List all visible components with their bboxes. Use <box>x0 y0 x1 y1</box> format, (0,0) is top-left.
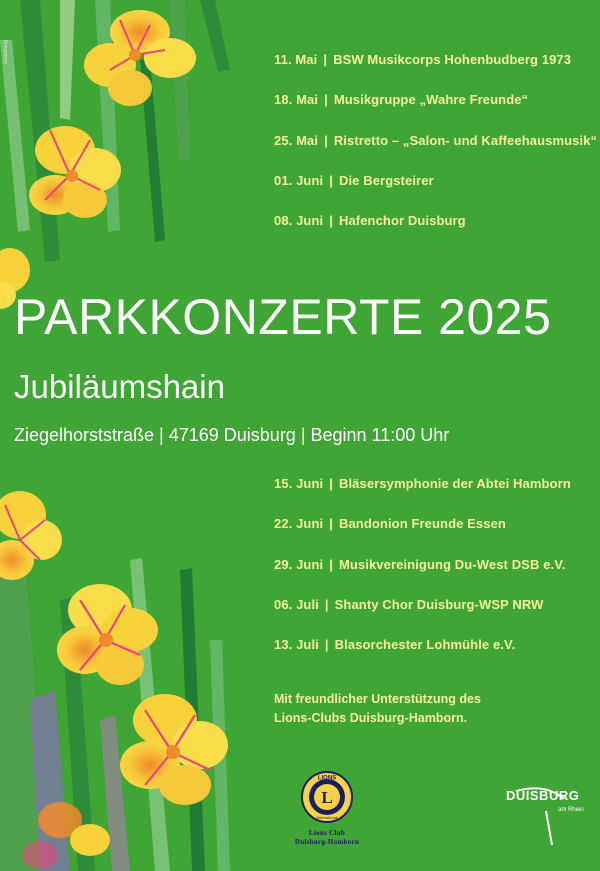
event-date: 13. Juli <box>274 637 319 652</box>
poster-title: PARKKONZERTE 2025 <box>14 289 552 345</box>
event-date: 15. Juni <box>274 476 324 491</box>
lions-line-1: Lions Club <box>308 829 346 837</box>
event-name: BSW Musikcorps Hohenbudberg 1973 <box>333 52 572 67</box>
event-row <box>274 557 565 572</box>
event-row <box>274 173 434 188</box>
flower-bottom-3 <box>120 694 228 805</box>
event-date: 01. Juni <box>274 173 324 188</box>
event-separator: | <box>329 557 333 572</box>
event-name: Musikvereinigung Du-West DSB e.V. <box>338 557 566 572</box>
event-date: 22. Juni <box>274 516 324 531</box>
event-separator: | <box>324 92 328 107</box>
flower-bottom-1 <box>0 491 62 580</box>
lions-emblem-top: LIONS <box>317 775 337 782</box>
event-date: 18. Mai <box>274 92 319 107</box>
lions-emblem-letter: L <box>321 788 333 807</box>
lions-line-2: Duisburg-Hamborn <box>294 838 360 846</box>
event-name: Hafenchor Duisburg <box>338 213 466 228</box>
event-separator: | <box>324 637 329 652</box>
event-name: Shanty Chor Duisburg-WSP NRW <box>334 597 544 612</box>
event-separator: | <box>329 516 333 531</box>
event-row <box>274 92 528 107</box>
venue-address: Ziegelhorststraße | 47169 Duisburg | Beginn 11:00 Uhr <box>14 425 450 445</box>
duisburg-logo <box>506 785 590 852</box>
event-separator: | <box>324 133 328 148</box>
event-name: Bandonion Freunde Essen <box>338 516 506 531</box>
event-separator: | <box>324 597 329 612</box>
lions-emblem-bottom: International <box>315 815 339 820</box>
event-name: Musikgruppe „Wahre Freunde“ <box>333 92 529 107</box>
event-date: 06. Juli <box>274 597 319 612</box>
event-name: Blasorchester Lohmühle e.V. <box>334 637 516 652</box>
event-row <box>274 213 466 228</box>
event-row <box>274 476 571 491</box>
support-line-2: Lions-Clubs Duisburg-Hamborn. <box>274 711 468 725</box>
duisburg-name: DUISBURG <box>506 788 580 803</box>
event-date: 29. Juni <box>274 557 324 572</box>
event-separator: | <box>329 476 333 491</box>
lions-club-logo <box>272 770 382 847</box>
support-line-1: Mit freundlicher Unterstützung des <box>274 692 481 706</box>
event-row <box>274 637 515 652</box>
side-credit: Gestaltung <box>3 40 9 65</box>
event-name: Die Bergsteirer <box>338 173 434 188</box>
venue-name: Jubiläumshain <box>14 368 225 405</box>
event-name: Bläsersymphonie der Abtei Hamborn <box>338 476 571 491</box>
lions-emblem-icon <box>299 770 355 824</box>
support-note <box>274 690 481 728</box>
event-date: 25. Mai <box>274 133 319 148</box>
event-separator: | <box>329 213 333 228</box>
event-name: Ristretto – „Salon- und Kaffeehausmusik“ <box>333 133 598 148</box>
event-row <box>274 52 571 67</box>
event-separator: | <box>329 173 333 188</box>
duisburg-sub: am Rhein <box>558 807 584 813</box>
event-date: 11. Mai <box>274 52 318 67</box>
lions-club-name <box>272 829 382 847</box>
event-row <box>274 516 506 531</box>
event-separator: | <box>323 52 328 67</box>
event-date: 08. Juni <box>274 213 324 228</box>
event-row <box>274 133 597 148</box>
event-row <box>274 597 544 612</box>
